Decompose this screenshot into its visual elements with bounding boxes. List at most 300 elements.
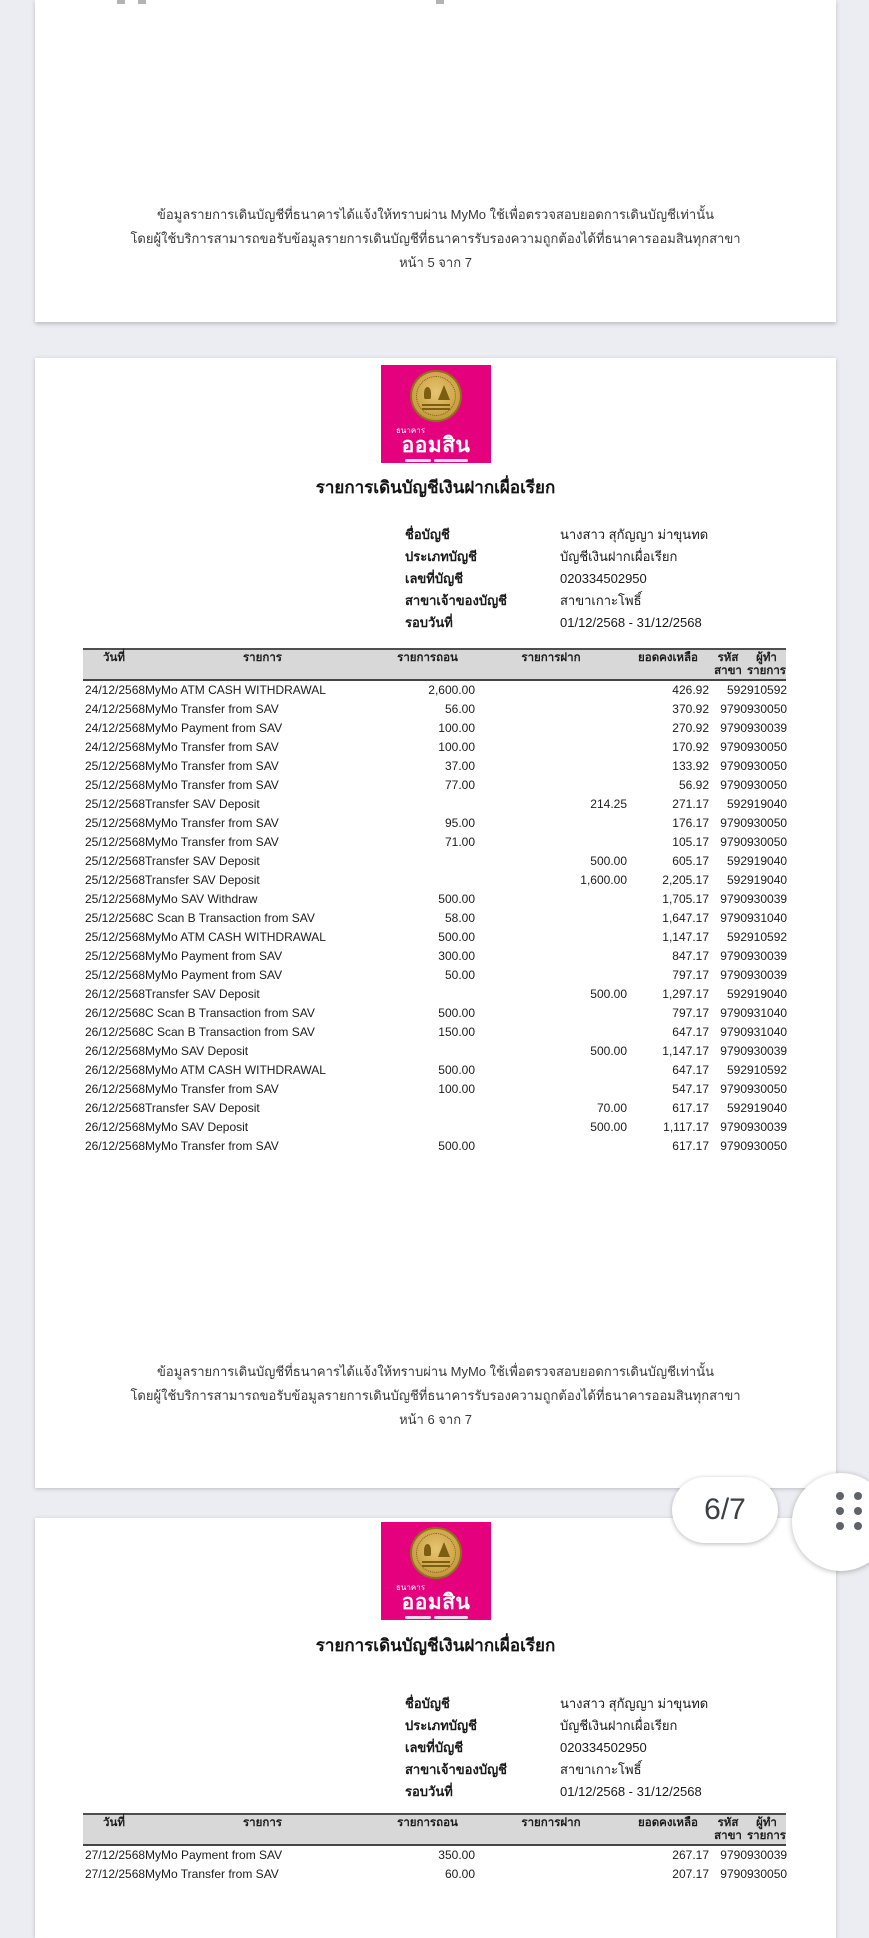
- cell-balance: 105.17: [672, 835, 709, 849]
- cell-branch-code: 9790: [720, 1120, 747, 1134]
- col-header-line: รายการ: [747, 665, 786, 677]
- cell-description: MyMo ATM CASH WITHDRAWAL: [145, 1063, 326, 1077]
- emblem-tree-motif: [424, 1544, 431, 1556]
- logo-tagline-bar: [381, 459, 491, 462]
- cell-description: MyMo Transfer from SAV: [145, 702, 279, 716]
- cell-deposit: [475, 757, 627, 776]
- col-header-balance: ยอดคงเหลือ: [638, 1817, 698, 1829]
- cell-description: C Scan B Transaction from SAV: [145, 1006, 315, 1020]
- col-header-line: รหัส: [717, 1817, 739, 1829]
- table-row: [83, 1004, 786, 1023]
- col-header-line: สาขา: [714, 665, 742, 677]
- cell-withdrawal: [380, 1042, 475, 1061]
- table-row: [83, 890, 786, 909]
- cell-operator-code: 930050: [747, 816, 788, 830]
- cell-description: Transfer SAV Deposit: [145, 1101, 260, 1115]
- account-row: [405, 524, 708, 546]
- cell-branch-code: 592: [726, 1063, 747, 1077]
- cell-date: 25/12/2568: [85, 892, 146, 906]
- cell-operator-code: 930039: [747, 1044, 788, 1058]
- cell-date: 24/12/2568: [85, 683, 146, 697]
- cell-withdrawal: [380, 852, 475, 871]
- account-row: [405, 590, 708, 612]
- logo-bank-name: ออมสิน: [401, 1591, 471, 1614]
- cell-balance: 170.92: [672, 740, 709, 754]
- cell-balance: 1,117.17: [663, 1120, 709, 1134]
- col-header-branch-code: [709, 652, 747, 678]
- cell-date: 25/12/2568: [85, 778, 146, 792]
- cut-off-text-remnant: [436, 0, 444, 4]
- cell-withdrawal: 350.00: [438, 1848, 475, 1862]
- cell-deposit: [475, 1846, 627, 1865]
- cell-deposit: [475, 1023, 627, 1042]
- cell-balance: 267.17: [672, 1848, 709, 1862]
- cell-operator-code: 931040: [747, 911, 788, 925]
- cell-date: 26/12/2568: [85, 1044, 146, 1058]
- cell-date: 25/12/2568: [85, 797, 146, 811]
- table-row: [83, 719, 786, 738]
- cell-deposit: [475, 1865, 627, 1884]
- cell-date: 26/12/2568: [85, 1120, 146, 1134]
- cell-withdrawal: 71.00: [444, 835, 475, 849]
- cell-balance: 133.92: [672, 759, 709, 773]
- page-indicator: [672, 1477, 778, 1543]
- cell-balance: 370.92: [672, 702, 709, 716]
- cell-operator-code: 919040: [747, 1101, 788, 1115]
- cell-deposit: [475, 1004, 627, 1023]
- account-name-label: ชื่อบัญชี: [405, 1696, 450, 1711]
- cell-withdrawal: 500.00: [438, 930, 475, 944]
- cell-deposit: [475, 928, 627, 947]
- table-row: [83, 966, 786, 985]
- cell-date: 26/12/2568: [85, 1006, 146, 1020]
- cell-operator-code: 931040: [747, 1006, 788, 1020]
- cell-branch-code: 592: [726, 854, 747, 868]
- statement-period-value: 01/12/2568 - 31/12/2568: [560, 1784, 702, 1799]
- table-row: [83, 1042, 786, 1061]
- account-row: [405, 1737, 708, 1759]
- table-row: [83, 1099, 786, 1118]
- cell-branch-code: 9790: [720, 740, 747, 754]
- cell-balance: 847.17: [672, 949, 709, 963]
- cell-balance: 797.17: [672, 968, 709, 982]
- cell-deposit: 500.00: [590, 1044, 627, 1058]
- cell-branch-code: 9790: [720, 835, 747, 849]
- cell-deposit: 70.00: [596, 1101, 627, 1115]
- cell-withdrawal: [380, 871, 475, 890]
- page-5: [35, 0, 836, 322]
- cut-off-text-remnant: [117, 0, 125, 4]
- cell-date: 27/12/2568: [85, 1867, 146, 1881]
- cell-operator-code: 930039: [747, 1848, 788, 1862]
- cell-branch-code: 592: [726, 797, 747, 811]
- table-row: [83, 1137, 786, 1156]
- table-row: [83, 776, 786, 795]
- col-header-line: ผู้ทำ: [756, 1817, 777, 1829]
- cell-withdrawal: [380, 1099, 475, 1118]
- cell-balance: 647.17: [672, 1025, 709, 1039]
- page-7: [35, 1518, 836, 1938]
- transactions-table-page6: [83, 648, 786, 1156]
- cell-branch-code: 9790: [720, 892, 747, 906]
- cell-balance: 270.92: [672, 721, 709, 735]
- table-row: [83, 1080, 786, 1099]
- cell-branch-code: 9790: [720, 816, 747, 830]
- cell-branch-code: 9790: [720, 1848, 747, 1862]
- account-info: [405, 1693, 708, 1803]
- cell-withdrawal: 56.00: [444, 702, 475, 716]
- cell-deposit: [475, 700, 627, 719]
- cell-branch-code: 9790: [720, 1082, 747, 1096]
- cell-operator-code: 931040: [747, 1025, 788, 1039]
- cell-date: 26/12/2568: [85, 1025, 146, 1039]
- cell-description: Transfer SAV Deposit: [145, 987, 260, 1001]
- gsb-bank-logo: [381, 1522, 491, 1620]
- cell-date: 25/12/2568: [85, 873, 146, 887]
- cell-description: MyMo SAV Deposit: [145, 1044, 249, 1058]
- cell-date: 26/12/2568: [85, 1082, 146, 1096]
- table-body: [83, 681, 786, 1156]
- cell-date: 26/12/2568: [85, 1063, 146, 1077]
- cell-description: MyMo Transfer from SAV: [145, 1867, 279, 1881]
- cell-operator-code: 930050: [747, 1082, 788, 1096]
- account-row: [405, 1781, 708, 1803]
- cell-description: MyMo Transfer from SAV: [145, 1139, 279, 1153]
- logo-bank-prefix: ธนาคาร: [396, 1583, 425, 1592]
- cell-description: MyMo Transfer from SAV: [145, 778, 279, 792]
- col-header-line: สาขา: [714, 1830, 742, 1842]
- emblem-base-lines: [422, 404, 450, 406]
- cell-branch-code: 9790: [720, 1044, 747, 1058]
- cell-branch-code: 9790: [720, 911, 747, 925]
- cell-date: 24/12/2568: [85, 740, 146, 754]
- gsb-bank-logo: [381, 365, 491, 463]
- cell-balance: 176.17: [672, 816, 709, 830]
- dial-dots-icon: [836, 1492, 862, 1530]
- cell-date: 25/12/2568: [85, 968, 146, 982]
- cell-description: MyMo Payment from SAV: [145, 949, 283, 963]
- cell-date: 25/12/2568: [85, 816, 146, 830]
- cell-withdrawal: 500.00: [438, 1139, 475, 1153]
- cell-operator-code: 919040: [747, 854, 788, 868]
- cell-deposit: [475, 1061, 627, 1080]
- col-header-operator-code: [747, 652, 786, 678]
- account-number-value: 020334502950: [560, 1740, 647, 1755]
- table-row: [83, 833, 786, 852]
- col-header-line: รหัส: [717, 652, 739, 664]
- cell-withdrawal: [380, 1118, 475, 1137]
- table-row: [83, 871, 786, 890]
- footer-line-1: ข้อมูลรายการเดินบัญชีที่ธนาคารได้แจ้งให้ทราบผ่าน MyMo ใช้เพื่อตรวจสอบยอดการเดินบัญชีเท่านั้น: [157, 207, 714, 222]
- cell-balance: 1,147.17: [662, 930, 709, 944]
- cell-withdrawal: 2,600.00: [428, 683, 475, 697]
- cell-balance: 605.17: [672, 854, 709, 868]
- page-indicator-text: 6/7: [704, 1493, 746, 1526]
- col-header-description: รายการ: [243, 1817, 282, 1829]
- table-row: [83, 700, 786, 719]
- table-header: [83, 648, 786, 681]
- table-row: [83, 1865, 786, 1884]
- cell-branch-code: 9790: [720, 968, 747, 982]
- cell-deposit: 500.00: [590, 987, 627, 1001]
- cell-deposit: [475, 833, 627, 852]
- cell-balance: 647.17: [672, 1063, 709, 1077]
- footer-line-2: โดยผู้ใช้บริการสามารถขอรับข้อมูลรายการเดินบัญชีที่ธนาคารรับรองความถูกต้องได้ที่ธนาคารออมสินทุกสาขา: [130, 231, 741, 246]
- table-row: [83, 909, 786, 928]
- page-number-label: หน้า 5 จาก 7: [399, 255, 472, 270]
- cell-branch-code: 9790: [720, 759, 747, 773]
- statement-title: รายการเดินบัญชีเงินฝากเผื่อเรียก: [315, 1636, 556, 1655]
- logo-bank-name: ออมสิน: [401, 434, 471, 457]
- cell-branch-code: 9790: [720, 1867, 747, 1881]
- statement-title: รายการเดินบัญชีเงินฝากเผื่อเรียก: [315, 478, 556, 497]
- cell-description: MyMo Transfer from SAV: [145, 740, 279, 754]
- col-header-line: ผู้ทำ: [756, 652, 777, 664]
- cell-description: MyMo Payment from SAV: [145, 968, 283, 982]
- statement-period-label: รอบวันที่: [405, 1784, 453, 1799]
- cell-balance: 426.92: [672, 683, 709, 697]
- cell-withdrawal: 100.00: [438, 721, 475, 735]
- col-header-branch-code: [709, 1817, 747, 1843]
- cell-balance: 617.17: [672, 1101, 709, 1115]
- cell-branch-code: 9790: [720, 1006, 747, 1020]
- table-row: [83, 947, 786, 966]
- cell-description: MyMo Transfer from SAV: [145, 816, 279, 830]
- cell-operator-code: 930050: [747, 835, 788, 849]
- cell-operator-code: 910592: [747, 930, 788, 944]
- account-type-label: ประเภทบัญชี: [405, 549, 477, 564]
- cell-operator-code: 930039: [747, 1120, 788, 1134]
- account-row: [405, 1759, 708, 1781]
- cell-branch-code: 9790: [720, 1139, 747, 1153]
- cell-withdrawal: [380, 985, 475, 1004]
- cell-deposit: [475, 947, 627, 966]
- account-number-value: 020334502950: [560, 571, 647, 586]
- account-name-value: นางสาว สุกัญญา ม่าขุนทด: [560, 1696, 709, 1711]
- account-row: [405, 612, 708, 634]
- cell-date: 25/12/2568: [85, 759, 146, 773]
- col-header-operator-code: [747, 1817, 786, 1843]
- cell-description: MyMo Payment from SAV: [145, 721, 283, 735]
- page-6: [35, 358, 836, 1488]
- cell-deposit: [475, 681, 627, 700]
- cell-deposit: [475, 1080, 627, 1099]
- cell-withdrawal: 58.00: [444, 911, 475, 925]
- cell-deposit: [475, 1137, 627, 1156]
- cell-withdrawal: 100.00: [438, 740, 475, 754]
- cell-deposit: 214.25: [590, 797, 627, 811]
- cell-description: Transfer SAV Deposit: [145, 873, 260, 887]
- table-row: [83, 1023, 786, 1042]
- table-row: [83, 1061, 786, 1080]
- cell-balance: 2,205.17: [662, 873, 709, 887]
- cell-date: 25/12/2568: [85, 949, 146, 963]
- cell-description: MyMo SAV Withdraw: [145, 892, 258, 906]
- cell-branch-code: 9790: [720, 778, 747, 792]
- cell-deposit: 1,600.00: [580, 873, 627, 887]
- account-type-value: บัญชีเงินฝากเผื่อเรียก: [560, 549, 678, 564]
- gsb-emblem-icon: [410, 1527, 462, 1579]
- cell-deposit: 500.00: [590, 854, 627, 868]
- cell-operator-code: 930050: [747, 1867, 788, 1881]
- cell-deposit: [475, 776, 627, 795]
- cell-description: MyMo SAV Deposit: [145, 1120, 249, 1134]
- cell-operator-code: 930039: [747, 949, 788, 963]
- cell-date: 24/12/2568: [85, 721, 146, 735]
- account-row: [405, 546, 708, 568]
- col-header-withdrawal: รายการถอน: [397, 1817, 458, 1829]
- cell-operator-code: 930050: [747, 702, 788, 716]
- logo-bank-prefix: ธนาคาร: [396, 426, 425, 435]
- cell-operator-code: 919040: [747, 873, 788, 887]
- cell-withdrawal: [380, 795, 475, 814]
- cell-date: 25/12/2568: [85, 911, 146, 925]
- cell-description: C Scan B Transaction from SAV: [145, 911, 315, 925]
- cell-description: Transfer SAV Deposit: [145, 797, 260, 811]
- cell-deposit: [475, 966, 627, 985]
- col-header-line: รายการ: [747, 1830, 786, 1842]
- cell-withdrawal: 150.00: [438, 1025, 475, 1039]
- cell-deposit: 500.00: [590, 1120, 627, 1134]
- cell-description: MyMo Transfer from SAV: [145, 1082, 279, 1096]
- cell-operator-code: 930050: [747, 759, 788, 773]
- cell-description: MyMo Payment from SAV: [145, 1848, 283, 1862]
- cell-withdrawal: 300.00: [438, 949, 475, 963]
- cell-branch-code: 9790: [720, 721, 747, 735]
- account-name-label: ชื่อบัญชี: [405, 527, 450, 542]
- statement-period-label: รอบวันที่: [405, 615, 453, 630]
- cell-description: MyMo ATM CASH WITHDRAWAL: [145, 930, 326, 944]
- table-header: [83, 1813, 786, 1846]
- cell-description: Transfer SAV Deposit: [145, 854, 260, 868]
- emblem-stupa-motif: [438, 385, 450, 400]
- table-row: [83, 795, 786, 814]
- table-row: [83, 852, 786, 871]
- cell-date: 25/12/2568: [85, 854, 146, 868]
- account-row: [405, 568, 708, 590]
- cell-withdrawal: 60.00: [444, 1867, 475, 1881]
- cell-branch-code: 592: [726, 1101, 747, 1115]
- cell-operator-code: 919040: [747, 797, 788, 811]
- cell-balance: 617.17: [672, 1139, 709, 1153]
- col-header-balance: ยอดคงเหลือ: [638, 652, 698, 664]
- cell-deposit: [475, 814, 627, 833]
- account-branch-label: สาขาเจ้าของบัญชี: [405, 593, 507, 608]
- col-header-description: รายการ: [243, 652, 282, 664]
- account-row: [405, 1693, 708, 1715]
- cell-deposit: [475, 738, 627, 757]
- cell-description: C Scan B Transaction from SAV: [145, 1025, 315, 1039]
- page-number-label: หน้า 6 จาก 7: [399, 1412, 472, 1427]
- col-header-deposit: รายการฝาก: [521, 1817, 581, 1829]
- table-row: [83, 681, 786, 700]
- cell-withdrawal: 100.00: [438, 1082, 475, 1096]
- cell-operator-code: 930039: [747, 892, 788, 906]
- table-row: [83, 738, 786, 757]
- cell-date: 25/12/2568: [85, 835, 146, 849]
- cut-off-text-remnant: [138, 0, 146, 4]
- emblem-base-lines: [422, 1561, 450, 1563]
- cell-description: MyMo Transfer from SAV: [145, 759, 279, 773]
- cell-balance: 1,297.17: [662, 987, 709, 1001]
- cell-operator-code: 910592: [747, 1063, 788, 1077]
- cell-balance: 207.17: [672, 1867, 709, 1881]
- cell-date: 27/12/2568: [85, 1848, 146, 1862]
- cell-description: MyMo ATM CASH WITHDRAWAL: [145, 683, 326, 697]
- emblem-stupa-motif: [438, 1542, 450, 1557]
- logo-tagline-bar: [381, 1616, 491, 1619]
- cell-operator-code: 930039: [747, 721, 788, 735]
- cell-operator-code: 930050: [747, 778, 788, 792]
- table-row: [83, 1118, 786, 1137]
- cell-balance: 271.17: [672, 797, 709, 811]
- account-branch-label: สาขาเจ้าของบัญชี: [405, 1762, 507, 1777]
- cell-date: 26/12/2568: [85, 1139, 146, 1153]
- cell-operator-code: 930039: [747, 968, 788, 982]
- page6-footer: [35, 1360, 836, 1432]
- gsb-emblem-icon: [410, 370, 462, 422]
- col-header-date: วันที่: [103, 652, 125, 664]
- page5-footer: [35, 203, 836, 275]
- cell-balance: 1,705.17: [662, 892, 709, 906]
- account-name-value: นางสาว สุกัญญา ม่าขุนทด: [560, 527, 709, 542]
- cell-branch-code: 592: [726, 987, 747, 1001]
- cell-withdrawal: 500.00: [438, 1006, 475, 1020]
- footer-line-2: โดยผู้ใช้บริการสามารถขอรับข้อมูลรายการเดินบัญชีที่ธนาคารรับรองความถูกต้องได้ที่ธนาคารออมสินทุกสาขา: [130, 1388, 741, 1403]
- cell-balance: 797.17: [672, 1006, 709, 1020]
- cell-balance: 547.17: [672, 1082, 709, 1096]
- cell-deposit: [475, 909, 627, 928]
- table-row: [83, 928, 786, 947]
- cell-branch-code: 9790: [720, 702, 747, 716]
- table-row: [83, 985, 786, 1004]
- cell-description: MyMo Transfer from SAV: [145, 835, 279, 849]
- col-header-withdrawal: รายการถอน: [397, 652, 458, 664]
- cell-withdrawal: 37.00: [444, 759, 475, 773]
- cell-operator-code: 930050: [747, 1139, 788, 1153]
- account-type-label: ประเภทบัญชี: [405, 1718, 477, 1733]
- cell-balance: 1,647.17: [662, 911, 709, 925]
- table-row: [83, 1846, 786, 1865]
- account-number-label: เลขที่บัญชี: [405, 1740, 464, 1755]
- cell-date: 26/12/2568: [85, 987, 146, 1001]
- cell-withdrawal: 77.00: [444, 778, 475, 792]
- account-info: [405, 524, 708, 634]
- cell-balance: 56.92: [678, 778, 709, 792]
- cell-operator-code: 919040: [747, 987, 788, 1001]
- transactions-table-page7: [83, 1813, 786, 1884]
- footer-line-1: ข้อมูลรายการเดินบัญชีที่ธนาคารได้แจ้งให้ทราบผ่าน MyMo ใช้เพื่อตรวจสอบยอดการเดินบัญชีเท่านั้น: [157, 1364, 714, 1379]
- cell-branch-code: 592: [726, 930, 747, 944]
- table-body: [83, 1846, 786, 1884]
- cell-operator-code: 930050: [747, 740, 788, 754]
- account-branch-value: สาขาเกาะโพธิ์: [560, 593, 642, 608]
- cell-withdrawal: 95.00: [444, 816, 475, 830]
- cell-withdrawal: 500.00: [438, 892, 475, 906]
- cell-deposit: [475, 719, 627, 738]
- col-header-deposit: รายการฝาก: [521, 652, 581, 664]
- account-type-value: บัญชีเงินฝากเผื่อเรียก: [560, 1718, 678, 1733]
- emblem-tree-motif: [424, 387, 431, 399]
- cell-withdrawal: 500.00: [438, 1063, 475, 1077]
- cell-balance: 1,147.17: [662, 1044, 709, 1058]
- cell-operator-code: 910592: [747, 683, 788, 697]
- statement-period-value: 01/12/2568 - 31/12/2568: [560, 615, 702, 630]
- cell-branch-code: 592: [726, 873, 747, 887]
- cell-branch-code: 9790: [720, 949, 747, 963]
- account-branch-value: สาขาเกาะโพธิ์: [560, 1762, 642, 1777]
- cell-branch-code: 592: [726, 683, 747, 697]
